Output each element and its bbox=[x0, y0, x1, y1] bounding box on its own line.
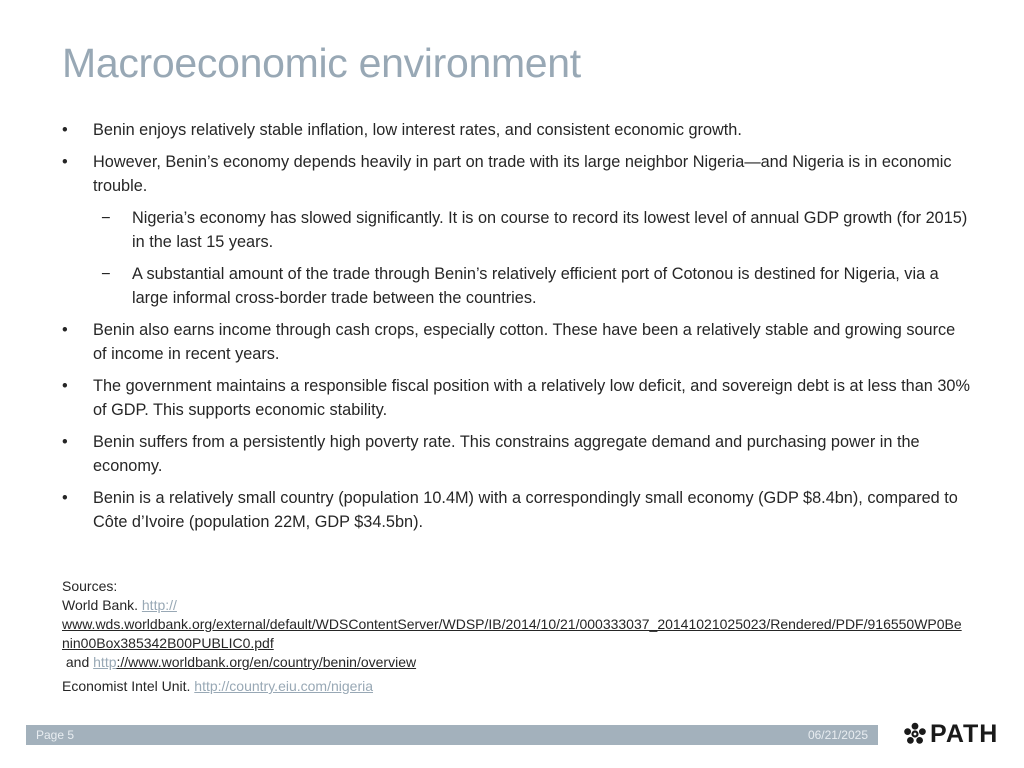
eiu-link[interactable]: http://country.eiu.com/nigeria bbox=[194, 678, 373, 694]
eiu-source bbox=[62, 677, 962, 696]
page-number: Page 5 bbox=[36, 728, 75, 742]
footer-bar bbox=[26, 725, 878, 745]
bullet-item bbox=[62, 318, 972, 367]
bullet-item bbox=[62, 150, 972, 199]
bullet-marker: • bbox=[62, 432, 68, 451]
world-bank-overview-link-head[interactable]: http bbox=[93, 654, 117, 670]
path-flower-icon bbox=[903, 722, 927, 746]
dash-marker: − bbox=[101, 264, 111, 283]
bullet-text: Benin is a relatively small country (population 10.4M) with a correspondingly small economy (GDP $8.4bn), compared to Côte d’Ivoire (population 22M, GDP $34.5bn). bbox=[93, 488, 958, 531]
world-bank-overview-link[interactable]: ://www.worldbank.org/en/country/benin/overview bbox=[116, 654, 417, 670]
bullet-text: Benin also earns income through cash crops, especially cotton. These have been a relatively stable and growing source of income in recent years. bbox=[93, 320, 956, 363]
bullet-text: However, Benin’s economy depends heavily in part on trade with its large neighbor Nigeria—and Nigeria is in economic trouble. bbox=[93, 152, 952, 195]
bullet-text: The government maintains a responsible fiscal position with a relatively low deficit, and sovereign debt is at less than 30% of GDP. This supports economic stability. bbox=[93, 376, 970, 419]
eiu-label: Economist Intel Unit. bbox=[62, 678, 195, 694]
bullet-marker: • bbox=[62, 376, 68, 395]
bullet-item bbox=[62, 374, 972, 423]
bullet-marker: • bbox=[62, 121, 68, 139]
bullet-text: Benin enjoys relatively stable inflation, low interest rates, and consistent economic growth. bbox=[93, 121, 742, 139]
and-text: and bbox=[62, 654, 94, 670]
path-logo bbox=[903, 720, 998, 748]
footer-date: 06/21/2025 bbox=[807, 728, 868, 742]
sub-bullet-item bbox=[62, 262, 972, 311]
bullet-item bbox=[62, 486, 972, 535]
path-wordmark: PATH bbox=[930, 719, 999, 748]
world-bank-overview-source bbox=[62, 653, 962, 672]
bullet-item bbox=[62, 430, 972, 479]
world-bank-report-link[interactable]: www.wds.worldbank.org/external/default/WDSContentServer/WDSP/IB/2014/10/21/000333037_20141021025023/Rendered/PDF/916550WP0Benin00Box385342B00PUBLIC0.pdf bbox=[62, 616, 962, 651]
sub-bullet-text: Nigeria’s economy has slowed significantly. It is on course to record its lowest level of annual GDP growth (for 2015) in the last 15 years. bbox=[132, 208, 968, 251]
bullet-marker: • bbox=[62, 320, 68, 339]
sources-heading: Sources: bbox=[62, 578, 118, 594]
dash-marker: − bbox=[101, 208, 111, 227]
bullet-marker: • bbox=[62, 488, 68, 507]
sub-bullet-item bbox=[62, 206, 972, 255]
sources-block bbox=[62, 577, 962, 696]
bullet-text: Benin suffers from a persistently high poverty rate. This constrains aggregate demand and purchasing power in the economy. bbox=[93, 432, 920, 475]
world-bank-link-head[interactable]: http:// bbox=[141, 597, 177, 613]
slide-title: Macroeconomic environment bbox=[62, 40, 581, 86]
bullet-item bbox=[62, 118, 972, 143]
bullet-list bbox=[62, 118, 972, 542]
sub-bullet-text: A substantial amount of the trade through Benin’s relatively efficient port of Cotonou is destined for Nigeria, via a large informal cross-border trade between the countries. bbox=[132, 264, 939, 307]
world-bank-label: World Bank. bbox=[62, 597, 142, 613]
bullet-marker: • bbox=[62, 152, 68, 171]
world-bank-source bbox=[62, 596, 962, 653]
